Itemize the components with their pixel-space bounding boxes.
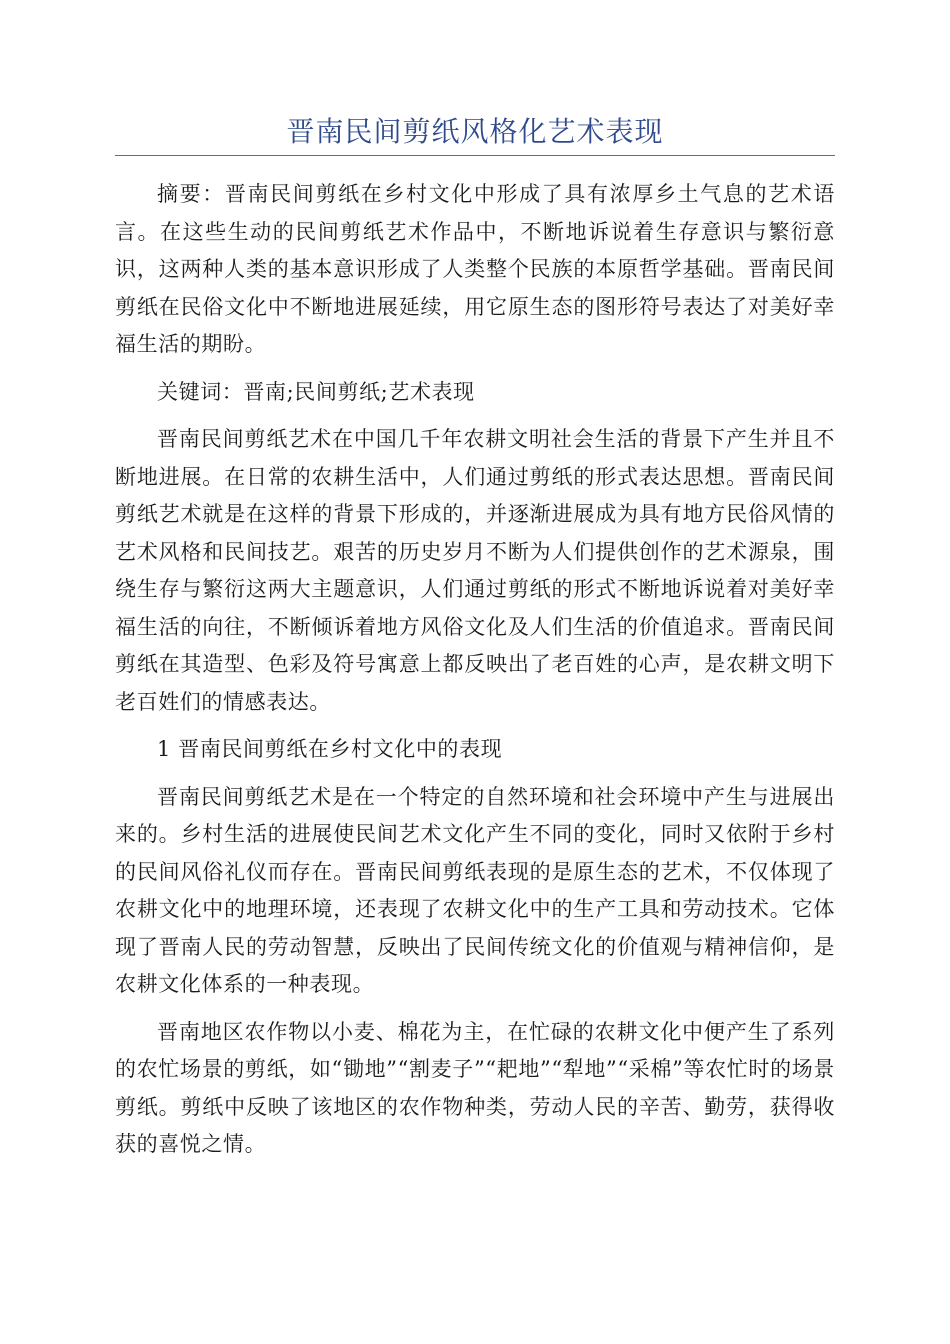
- document-title: 晋南民间剪纸风格化艺术表现: [286, 115, 664, 148]
- section-1-paragraph-1: 晋南民间剪纸艺术是在一个特定的自然环境和社会环境中产生与进展出来的。乡村生活的进展使民间艺术文化产生不同的变化，同时又依附于乡村的民间风俗礼仪而存在。晋南民间剪纸表现的是原生态的艺术，不仅体现了农耕文化中的地理环境，还表现了农耕文化中的生产工具和劳动技术。它体现了晋南人民的劳动智慧，反映出了民间传统文化的价值观与精神信仰，是农耕文化体系的一种表现。: [115, 784, 835, 996]
- section-1-heading: 1 晋南民间剪纸在乡村文化中的表现: [157, 737, 503, 761]
- abstract-paragraph: 摘要：晋南民间剪纸在乡村文化中形成了具有浓厚乡土气息的艺术语言。在这些生动的民间剪纸艺术作品中，不断地诉说着生存意识与繁衍意识，这两种人类的基本意识形成了人类整个民族的本原哲学基础。晋南民间剪纸在民俗文化中不断地进展延续，用它原生态的图形符号表达了对美好幸福生活的期盼。: [115, 182, 835, 356]
- title-underline: [115, 155, 835, 156]
- document-body: [115, 176, 835, 1174]
- keywords-line: 关键词：晋南;民间剪纸;艺术表现: [157, 379, 475, 404]
- section-1-paragraph-2: 晋南地区农作物以小麦、棉花为主，在忙碌的农耕文化中便产生了系列的农忙场景的剪纸，如“锄地”“割麦子”“耙地”“犁地”“采棉”等农忙时的场景剪纸。剪纸中反映了该地区的农作物种类，劳动人民的辛苦、勤劳，获得收获的喜悦之情。: [115, 1019, 835, 1156]
- intro-paragraph: 晋南民间剪纸艺术在中国几千年农耕文明社会生活的背景下产生并且不断地进展。在日常的农耕生活中，人们通过剪纸的形式表达思想。晋南民间剪纸艺术就是在这样的背景下形成的，并逐渐进展成为具有地方民俗风情的艺术风格和民间技艺。艰苦的历史岁月不断为人们提供创作的艺术源泉，围绕生存与繁衍这两大主题意识，人们通过剪纸的形式不断地诉说着对美好幸福生活的向往，不断倾诉着地方风俗文化及人们生活的价值追求。晋南民间剪纸在其造型、色彩及符号寓意上都反映出了老百姓的心声，是农耕文明下老百姓们的情感表达。: [115, 427, 835, 714]
